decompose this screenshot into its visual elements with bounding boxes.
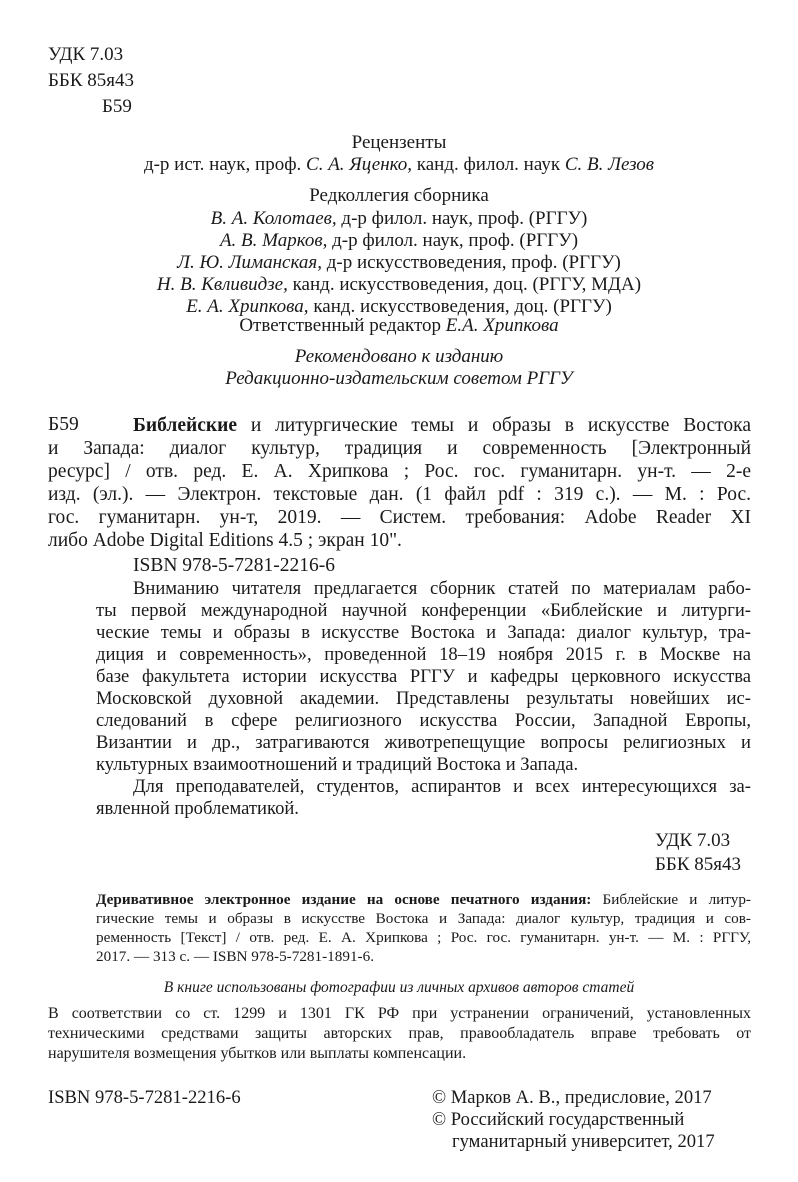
derivative-line-1-rest: Библейские и литур- bbox=[591, 891, 751, 908]
board-member-name: Е. А. Хрипкова, bbox=[186, 296, 309, 317]
abstract-line: ты первой международной научной конференции «Библейские и литурги- bbox=[96, 600, 751, 621]
board-member bbox=[0, 251, 798, 275]
board-member-details: канд. искусствоведения, доц. (РГГУ) bbox=[308, 296, 612, 317]
reviewers-part: д-р ист. наук, проф. bbox=[143, 154, 307, 175]
bib-line-3: ресурс] / отв. ред. Е. А. Хрипкова ; Рос. гос. гуманитарн. ун-т. — 2-е bbox=[48, 461, 751, 482]
abstract-line: ческие темы и образы в искусстве Востока и Запада: диалог культур, тра- bbox=[96, 622, 751, 643]
footer-bbk: ББК 85я43 bbox=[655, 854, 741, 875]
derivative-line-1 bbox=[96, 890, 751, 910]
board-member bbox=[0, 207, 798, 231]
board-member bbox=[0, 229, 798, 253]
audience-line: Для преподавателей, студентов, аспирантов и всех интересующихся за- bbox=[133, 776, 751, 797]
bib-title: Библейские bbox=[133, 415, 238, 436]
responsible-editor-label: Ответственный редактор bbox=[239, 315, 446, 336]
abstract-line: следований в сфере религиозного искусства России, Западной Европы, bbox=[96, 710, 751, 731]
copyright-notice-line: нарушителя возмещения убытков или выплаты компенсации. bbox=[48, 1045, 467, 1062]
abstract-line: базе факультета истории искусства РГГУ и кафедры церковного искусства bbox=[96, 666, 751, 687]
copyright-notice-line: техническими средствами защиты авторских прав, правообладатель вправе требовать от bbox=[48, 1025, 751, 1042]
abstract-line: культурных взаимоотношений и традиций Востока и Запада. bbox=[96, 754, 579, 775]
footer-udk: УДК 7.03 bbox=[655, 830, 731, 851]
board-member-name: Л. Ю. Лиманская, bbox=[177, 252, 322, 273]
derivative-line-2: гические темы и образы в искусстве Востока и Запада: диалог культур, традиция и сов- bbox=[96, 910, 751, 927]
derivative-label: Деривативное электронное издание на основе печатного издания: bbox=[96, 891, 592, 908]
derivative-line-3: ременность [Текст] / отв. ред. Е. А. Хрипкова ; Рос. гос. гуманитарн. ун-т. — М. : РГГУ, bbox=[96, 929, 751, 946]
board-member-name: В. А. Колотаев, bbox=[210, 208, 337, 229]
board-member-name: А. В. Марков, bbox=[219, 230, 328, 251]
abstract-line: Вниманию читателя предлагается сборник статей по материалам рабо- bbox=[133, 578, 751, 599]
bib-isbn: ISBN 978-5-7281-2216-6 bbox=[133, 555, 336, 576]
bib-line-2: и Запада: диалог культур, традиция и современность [Электронный bbox=[48, 438, 751, 459]
recommendation-line-2: Редакционно-издательским советом РГГУ bbox=[225, 368, 573, 389]
responsible-editor-name: Е.А. Хрипкова bbox=[445, 315, 559, 336]
recommendation-line-1: Рекомендовано к изданию bbox=[294, 346, 504, 367]
bib-sign: Б59 bbox=[48, 414, 79, 435]
reviewer-name: С. В. Лезов bbox=[564, 154, 655, 175]
reviewers-part: канд. филол. наук bbox=[412, 154, 565, 175]
copyright-author: © Марков А. В., предисловие, 2017 bbox=[432, 1087, 712, 1108]
reviewers-line bbox=[0, 153, 798, 177]
reviewer-name: С. А. Яценко, bbox=[306, 154, 413, 175]
abstract-line: диция и современность», проведенной 18–19 ноября 2015 г. в Москве на bbox=[96, 644, 751, 665]
board-member bbox=[0, 273, 798, 297]
bib-line-6: либо Adobe Digital Editions 4.5 ; экран 10". bbox=[48, 530, 402, 551]
photo-note: В книге использованы фотографии из личных архивов авторов статей bbox=[163, 979, 635, 996]
editorial-board-heading: Редколлегия сборника bbox=[309, 185, 489, 206]
abstract-line: Московской духовной академии. Представлены результаты новейших ис- bbox=[96, 688, 751, 709]
audience-line: явленной проблематикой. bbox=[96, 798, 299, 819]
copyright-university: © Российский государственный bbox=[432, 1109, 685, 1130]
bbk-code: ББК 85я43 bbox=[48, 70, 134, 91]
udk-code: УДК 7.03 bbox=[48, 44, 124, 65]
bib-line-1-rest: и литургические темы и образы в искусстве Востока bbox=[237, 415, 751, 436]
reviewers-heading: Рецензенты bbox=[351, 132, 447, 153]
author-sign: Б59 bbox=[102, 96, 132, 117]
bib-line-4: изд. (эл.). — Электрон. текстовые дан. (1 файл pdf : 319 с.). — М. : Рос. bbox=[48, 484, 751, 505]
board-member-details: д-р искусствоведения, проф. (РГГУ) bbox=[321, 252, 621, 273]
board-member-details: д-р филол. наук, проф. (РГГУ) bbox=[327, 230, 579, 251]
abstract-line: Византии и др., затрагиваются животрепещущие вопросы религиозных и bbox=[96, 732, 751, 753]
copyright-notice-line: В соответствии со ст. 1299 и 1301 ГК РФ при устранении ограничений, установленных bbox=[48, 1005, 751, 1022]
board-member-details: канд. искусствоведения, доц. (РГГУ, МДА) bbox=[287, 274, 642, 295]
board-member-name: Н. В. Квливидзе, bbox=[156, 274, 288, 295]
board-member-details: д-р филол. наук, проф. (РГГУ) bbox=[336, 208, 588, 229]
bib-line-1 bbox=[133, 414, 751, 438]
bottom-isbn: ISBN 978-5-7281-2216-6 bbox=[48, 1087, 241, 1108]
bib-line-5: гос. гуманитарн. ун-т, 2019. — Систем. требования: Adobe Reader XI bbox=[48, 507, 751, 528]
derivative-line-4: 2017. — 313 с. — ISBN 978-5-7281-1891-6. bbox=[96, 948, 374, 965]
responsible-editor bbox=[0, 314, 798, 338]
copyright-university-cont: гуманитарный университет, 2017 bbox=[452, 1131, 715, 1152]
